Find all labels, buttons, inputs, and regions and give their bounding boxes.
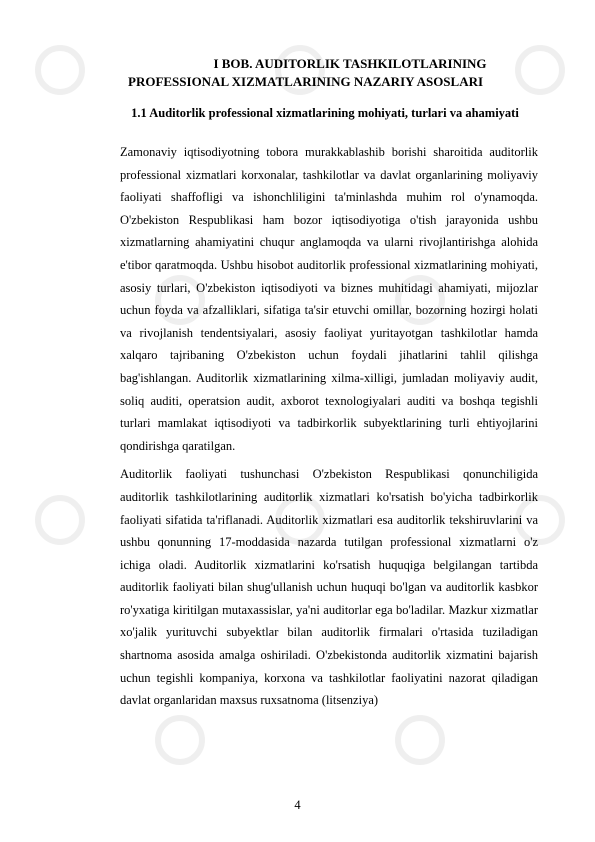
chapter-title [60,55,580,91]
paragraph-2 [120,463,538,712]
chapter-title-line2: PROFESSIONAL XIZMATLARINING NAZARIY ASOSLARI [128,74,484,89]
paragraph-1-text: Zamonaviy iqtisodiyotning tobora murakkablashib borishi sharoitida auditorlik professional xizmatlari korxonalar, tashkilotlar va davlat organlarining moliyaviy faoliyati shaffofligi va ishonchliligini ta'minlashda muhim rol o'ynamoqda. O'zbekiston Respublikasi ham bozor iqtisodiyotiga o'tish jarayonida ushbu xizmatlarning ahamiyatini chuqur anglamoqda va ularni rivojlantirishga alohida e'tibor qaratmoqda. Ushbu hisobot auditorlik professional xizmatlarining mohiyati, asosiy turlari, O'zbekiston iqtisodiyoti va biznes muhitidagi ahamiyati, mijozlar uchun foyda va afzalliklari, sifatiga ta'sir etuvchi omillar, bozorning hozirgi holati va rivojlanish tendentsiyalari, asosiy faoliyat yuritayotgan tashkilotlar hamda xalqaro tajribaning O'zbekiston uchun foydali jihatlarini tahlil qilishga bag'ishlangan. Auditorlik xizmatlarining xilma-xilligi, jumladan moliyaviy audit, soliq auditi, operatsion audit, axborot texnologiyalari auditi va boshqa tegishli turlari mamlakat iqtisodiyoti va tadbirkorlik subyektlarining turli ehtiyojlarini qondirishga qaratilgan. [120,145,538,453]
section-title: 1.1 Auditorlik professional xizmatlarining mohiyati, turlari va ahamiyati [131,106,519,120]
paragraph-2-text: Auditorlik faoliyati tushunchasi O'zbekiston Respublikasi qonunchiligida auditorlik tashkilotlarining auditorlik xizmatlari ko'rsatish bo'yicha tadbirkorlik faoliyati sifatida ta'riflanadi. Auditorlik xizmatlari esa auditorlik tekshiruvlarini va ushbu qonunning 17-moddasida nazarda tutilgan professional xizmatlarni o'z ichiga oladi. Auditorlik xizmatlarini ko'rsatish huquqiga belgilangan tartibda auditorlik faoliyati bilan shug'ullanish uchun huquqi bo'lgan va auditorlik kasbkor ro'yxatiga kiritilgan mutaxassislar, ya'ni auditorlar ega bo'ladilar. Mazkur xizmatlar xo'jalik yurituvchi subyektlar bilan auditorlik firmalari o'rtasida tuziladigan shartnoma asosida amalga oshiriladi. O'zbekistonda auditorlik xizmatini bajarish uchun tegishli kompaniya, korxona va tashkilotlar faoliyatini nazorat qiladigan davlat organlaridan maxsus ruxsatnoma (litsenziya) [120,467,538,708]
page-number: 4 [294,798,301,812]
body-text [120,141,538,712]
paragraph-1 [120,141,538,457]
chapter-title-line1: I BOB. AUDITORLIK TASHKILOTLARINING [213,56,487,71]
